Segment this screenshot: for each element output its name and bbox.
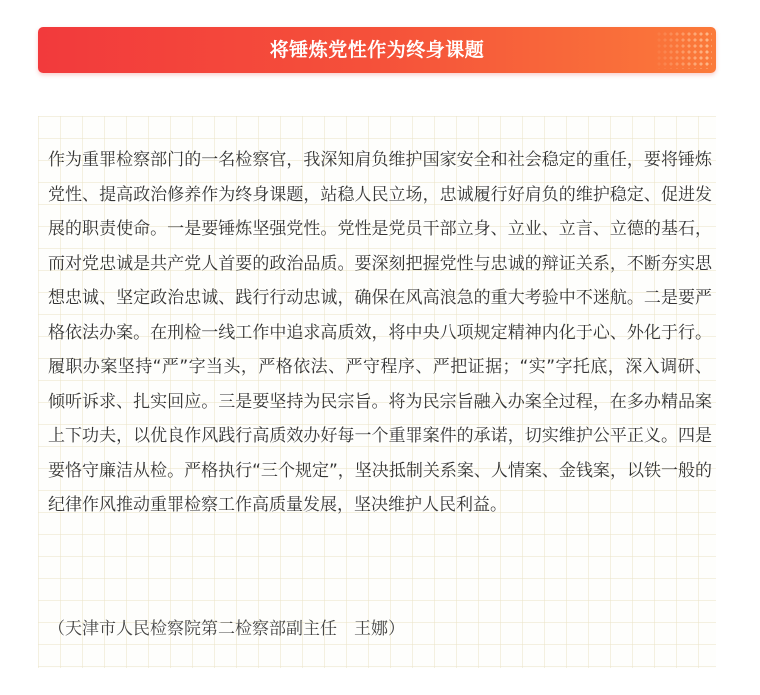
author-signature: （天津市人民检察院第二检察部副主任 王娜） [48, 619, 405, 639]
article-title: 将锤炼党性作为终身课题 [269, 39, 485, 61]
title-banner [38, 27, 716, 73]
article-body: 作为重罪检察部门的一名检察官，我深知肩负维护国家安全和社会稳定的重任，要将锤炼党性、提高政治修养作为终身课题，站稳人民立场，忠诚履行好肩负的维护稳定、促进发展的职责使命。一是要锤炼坚强党性。党性是党员干部立身、立业、立言、立德的基石，而对党忠诚是共产党人首要的政治品质。要深刻把握党性与忠诚的辩证关系，不断夯实思想忠诚、坚定政治忠诚、践行行动忠诚，确保在风高浪急的重大考验中不迷航。二是要严格依法办案。在刑检一线工作中追求高质效，将中央八项规定精神内化于心、外化于行。履职办案坚持“严”字当头，严格依法、严守程序、严把证据；“实”字托底，深入调研、倾听诉求、扎实回应。三是要坚持为民宗旨。将为民宗旨融入办案全过程，在多办精品案上下功夫，以优良作风践行高质效办好每一个重罪案件的承诺，切实维护公平正义。四是要恪守廉洁从检。严格执行“三个规定”，坚决抵制关系案、人情案、金钱案，以铁一般的纪律作风推动重罪检察工作高质量发展，坚决维护人民利益。 [48, 150, 712, 515]
